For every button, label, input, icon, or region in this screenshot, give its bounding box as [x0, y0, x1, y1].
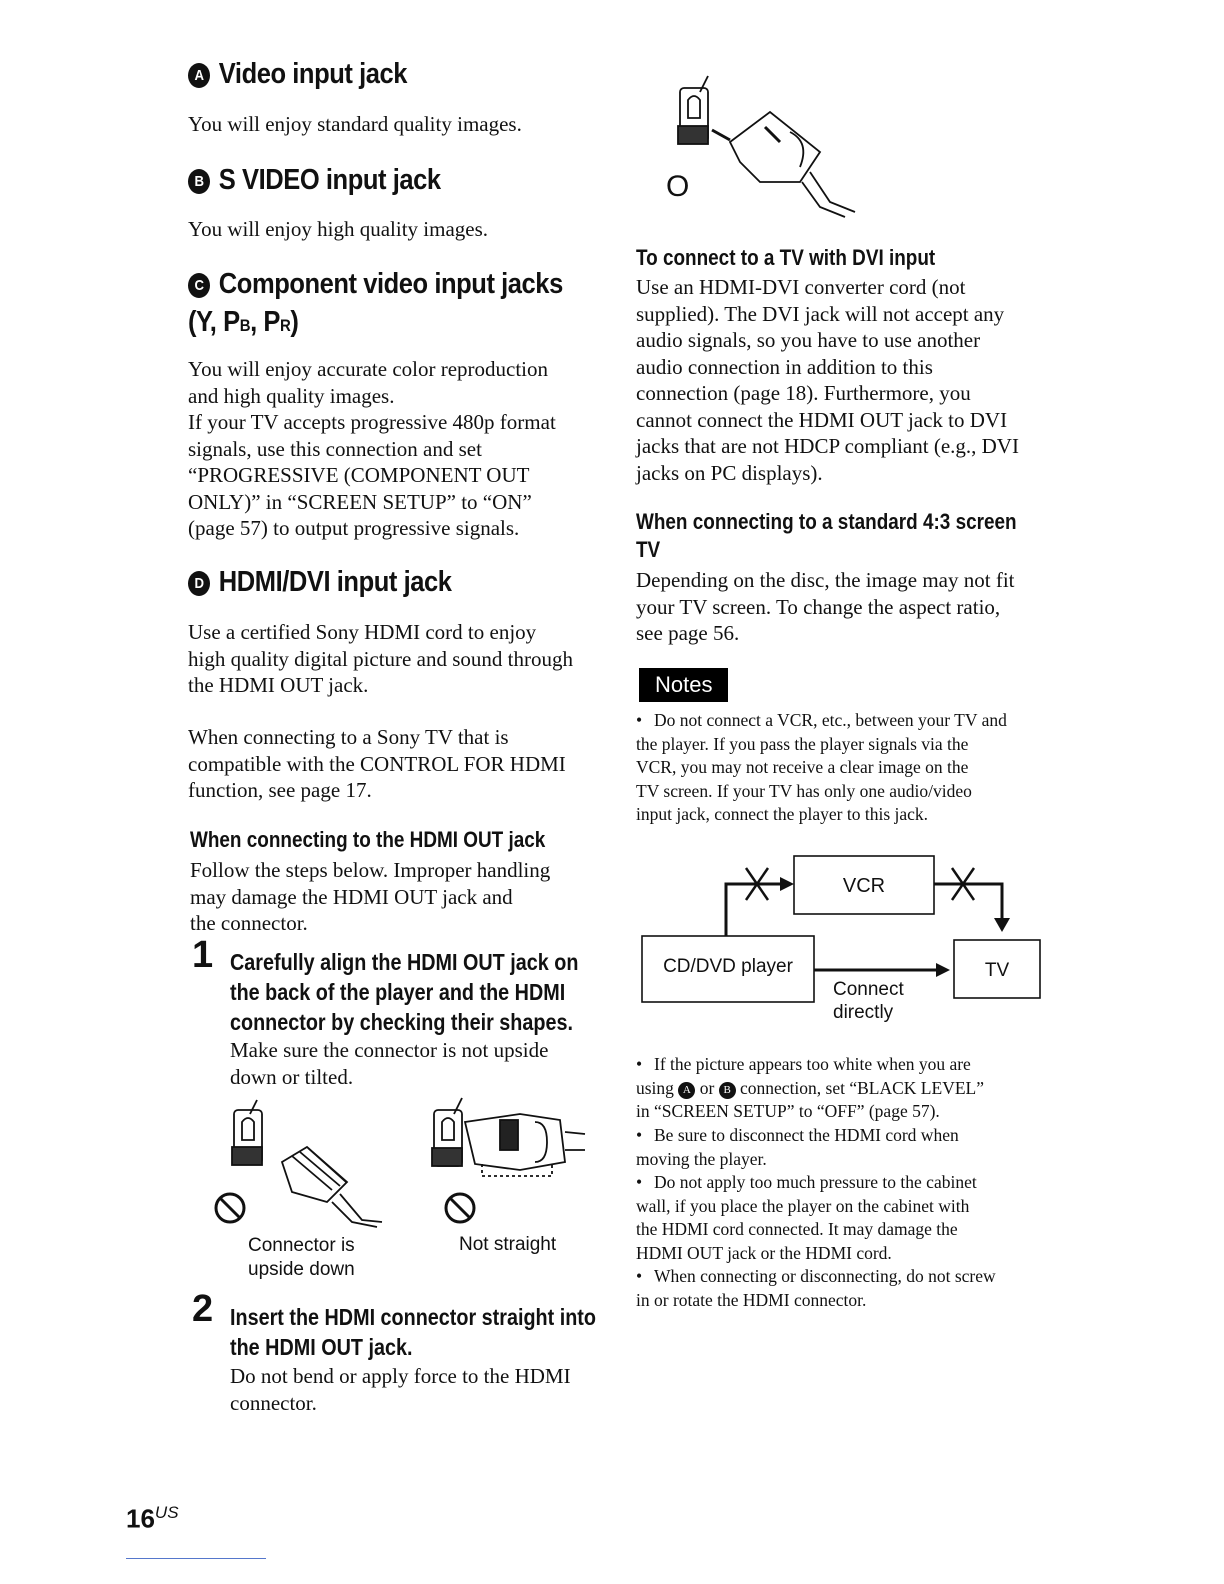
text-line: your TV screen. To change the aspect ratio, — [636, 594, 1001, 619]
bullet-icon: • — [636, 1266, 643, 1286]
arrow-to-tv-icon — [994, 918, 1010, 932]
marker-d-icon: D — [188, 571, 210, 596]
text-line: HDMI OUT jack or the HDMI cord. — [636, 1242, 892, 1263]
marker-a-icon: A — [188, 63, 210, 88]
text-part: connection, set “BLACK LEVEL” — [735, 1077, 984, 1098]
text-line: If the picture appears too white when you are — [654, 1054, 971, 1074]
text-part: or — [695, 1077, 719, 1098]
text-line: Follow the steps below. Improper handling — [190, 858, 551, 882]
step-2-title — [230, 1302, 596, 1362]
tv-label: TV — [984, 960, 1010, 981]
text-line: “PROGRESSIVE (COMPONENT OUT — [188, 463, 530, 487]
text-line: upside down — [248, 1259, 355, 1280]
text-line: connector by checking their shapes. — [230, 1009, 573, 1035]
subscript-r: R — [279, 316, 291, 335]
text-line: audio connection in addition to this — [636, 354, 933, 379]
text-line: jacks that are not HDCP compliant (e.g., DVI — [636, 434, 1019, 458]
text-line: When connecting to a Sony TV that is — [188, 725, 509, 749]
note-item-2 — [636, 1053, 1074, 1124]
label-connector-upside-down — [248, 1234, 355, 1282]
hdmi-out-body — [190, 857, 550, 937]
text-line: wall, if you place the player on the cabinet with — [636, 1195, 970, 1216]
section-b-body: You will enjoy high quality images. — [188, 217, 489, 241]
ok-mark-icon: O — [666, 170, 690, 203]
text-line: supplied). The DVI jack will not accept any — [636, 301, 1005, 326]
text-line: down or tilted. — [230, 1064, 354, 1089]
text-line: When connecting to a standard 4:3 screen — [636, 509, 1017, 534]
step-1-number: 1 — [192, 934, 214, 976]
title-part: , P — [250, 306, 280, 338]
text-line: When connecting or disconnecting, do not screw — [654, 1266, 996, 1286]
text-line: high quality digital picture and sound through — [188, 646, 573, 671]
step-2-body — [230, 1363, 571, 1416]
step-1-title — [230, 947, 578, 1037]
dvi-body — [636, 274, 1019, 486]
text-line: and high quality images. — [188, 383, 395, 408]
connect-label: Connect — [833, 979, 904, 1000]
text-line: audio signals, so you have to use another — [636, 328, 981, 352]
section-c-title-line2 — [188, 306, 298, 339]
note-item-4 — [636, 1171, 1074, 1265]
hdmi-out-heading: When connecting to the HDMI OUT jack — [190, 827, 546, 852]
text-line: the HDMI cord connected. It may damage the — [636, 1219, 958, 1239]
text-line: cannot connect the HDMI OUT jack to DVI — [636, 407, 1008, 432]
text-line: Use an HDMI-DVI converter cord (not — [636, 275, 966, 299]
text-line: (page 57) to output progressive signals. — [188, 516, 520, 540]
text-line: Do not apply too much pressure to the cabinet — [654, 1172, 977, 1192]
text-line: connector. — [230, 1390, 317, 1415]
player-label: CD/DVD player — [663, 956, 793, 977]
subscript-b: B — [239, 316, 251, 335]
page-number — [126, 1503, 179, 1535]
section-b-heading — [188, 164, 441, 197]
note-item-1 — [636, 709, 1074, 827]
text-line: If your TV accepts progressive 480p format — [188, 410, 556, 434]
text-line: connection (page 18). Furthermore, you — [636, 381, 971, 405]
step-2-number: 2 — [192, 1288, 214, 1330]
directly-label: directly — [833, 1002, 894, 1023]
title-part: ) — [290, 306, 299, 338]
text-line: Connector is — [248, 1235, 355, 1256]
text-line: TV — [636, 537, 661, 562]
label-not-straight: Not straight — [459, 1234, 557, 1255]
text-line: see page 56. — [636, 621, 740, 645]
marker-a-icon: A — [678, 1082, 695, 1099]
text-line: the connector. — [190, 911, 308, 935]
text-line: moving the player. — [636, 1148, 767, 1169]
section-d-title: HDMI/DVI input jack — [218, 566, 452, 598]
connector-not-straight-figure — [420, 1092, 600, 1232]
bullet-icon: • — [636, 710, 643, 730]
note-item-5 — [636, 1265, 1074, 1312]
page-number-value: 16 — [126, 1503, 155, 1534]
marker-b-icon: B — [719, 1082, 736, 1099]
bullet-icon: • — [636, 1172, 643, 1192]
arrow-to-vcr-icon — [780, 877, 794, 891]
text-part: using — [636, 1077, 679, 1098]
section-d-body-2 — [188, 724, 566, 804]
marker-b-icon: B — [188, 169, 210, 194]
text-line: VCR, you may not receive a clear image on the — [636, 757, 969, 777]
section-d-body — [188, 619, 573, 699]
std43-heading — [636, 508, 1017, 564]
section-a-heading — [188, 58, 407, 91]
bullet-icon: • — [636, 1125, 643, 1145]
section-c-title: Component video input jacks — [218, 268, 563, 300]
section-d-heading — [188, 566, 451, 599]
text-line: jacks on PC displays). — [636, 460, 823, 485]
text-line: Make sure the connector is not upside — [230, 1038, 549, 1062]
vcr-connection-diagram — [636, 850, 1056, 1030]
std43-body — [636, 567, 1015, 647]
text-line: Depending on the disc, the image may not fit — [636, 568, 1015, 592]
text-line: the player. If you pass the player signals via the — [636, 733, 969, 754]
page-region: US — [154, 1503, 179, 1522]
connector-correct-figure — [666, 72, 870, 222]
text-line: Carefully align the HDMI OUT jack on — [230, 949, 579, 975]
step-1-body — [230, 1037, 548, 1090]
text-line: function, see page 17. — [188, 778, 372, 802]
section-c-body — [188, 356, 556, 542]
text-line: in “SCREEN SETUP” to “OFF” (page 57). — [636, 1101, 940, 1121]
text-line: Use a certified Sony HDMI cord to enjoy — [188, 620, 537, 644]
arrow-direct-icon — [936, 963, 950, 977]
text-line: signals, use this connection and set — [188, 436, 482, 461]
text-line: in or rotate the HDMI connector. — [636, 1289, 867, 1310]
text-line: may damage the HDMI OUT jack and — [190, 884, 513, 909]
bullet-icon: • — [636, 1054, 643, 1074]
section-b-title: S VIDEO input jack — [218, 164, 441, 196]
section-c-heading — [188, 268, 563, 301]
text-line: input jack, connect the player to this jack. — [636, 804, 929, 824]
text-line: ONLY)” in “SCREEN SETUP” to “ON” — [188, 489, 532, 514]
notes-badge: Notes — [639, 668, 728, 702]
text-line: compatible with the CONTROL FOR HDMI — [188, 751, 566, 776]
text-line: TV screen. If your TV has only one audio/video — [636, 780, 972, 801]
dvi-heading: To connect to a TV with DVI input — [636, 245, 936, 270]
text-line: the HDMI OUT jack. — [188, 673, 369, 697]
connector-upside-down-figure — [212, 1092, 392, 1232]
text-line: Be sure to disconnect the HDMI cord when — [654, 1125, 959, 1145]
vcr-label: VCR — [842, 875, 886, 897]
section-a-body: You will enjoy standard quality images. — [188, 112, 522, 136]
text-line: the HDMI OUT jack. — [230, 1334, 413, 1360]
text-line: Do not connect a VCR, etc., between your TV and — [654, 710, 1007, 730]
text-line: Insert the HDMI connector straight into — [230, 1304, 596, 1330]
marker-c-icon: C — [188, 273, 210, 298]
footer-rule — [126, 1558, 266, 1559]
text-line: You will enjoy accurate color reproduction — [188, 357, 549, 381]
text-line: Do not bend or apply force to the HDMI — [230, 1364, 571, 1388]
text-line: the back of the player and the HDMI — [230, 979, 566, 1005]
section-a-title: Video input jack — [218, 58, 407, 90]
note-item-3 — [636, 1124, 1074, 1171]
title-part: (Y, P — [188, 306, 240, 338]
